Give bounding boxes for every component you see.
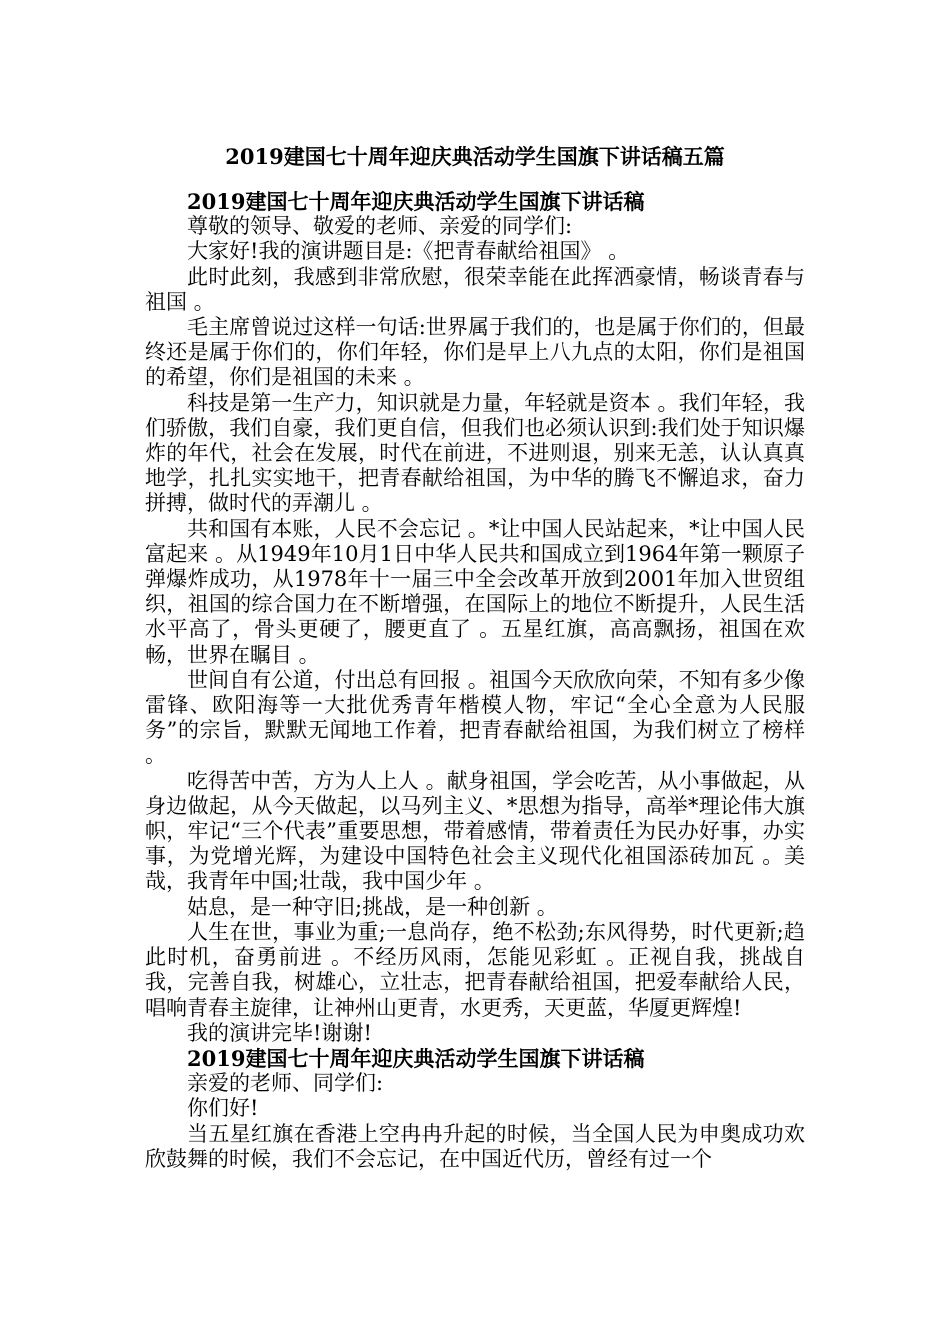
speech-1-paragraph: 此时此刻，我感到非常欣慰，很荣幸能在此挥洒豪情，畅谈青春与祖国 。 (145, 264, 805, 314)
speech-1-paragraph: 科技是第一生产力，知识就是力量，年轻就是资本 。我们年轻，我们骄傲，我们自豪，我们更自信，但我们也必须认识到:我们处于知识爆炸的年代，社会在发展，时代在前进，不进则退，别来无恙，认认真真地学，扎扎实实地干，把青春献给祖国，为中华的腾飞不懈追求，奋力拼搏，做时代的弄潮儿 。 (145, 390, 805, 516)
speech-2-salutation: 亲爱的老师、同学们: (187, 1071, 384, 1096)
speech-1-paragraph: 世间自有公道，付出总有回报 。祖国今天欣欣向荣，不知有多少像雷锋、欧阳海等一大批优秀青年楷模人物，牢记“全心全意为人民服务”的宗旨，默默无闻地工作着，把青春献给祖国，为我们树立了榜样 。 (145, 667, 805, 768)
document-title: 2019建国七十周年迎庆典活动学生国旗下讲话稿五篇 (225, 144, 725, 169)
speech-1-paragraph: 共和国有本账，人民不会忘记 。*让中国人民站起来，*让中国人民富起来 。从1949年10月1日中华人民共和国成立到1964年第一颗原子弹爆炸成功，从1978年十一届三中全会改革开放到2001年加入世贸组织，祖国的综合国力在不断增强，在国际上的地位不断提升，人民生活水平高了，骨头更硬了，腰更直了 。五星红旗，高高飘扬，祖国在欢畅，世界在瞩目 。 (145, 516, 805, 667)
speech-1-greeting: 大家好!我的演讲题目是:《把青春献给祖国》 。 (187, 239, 630, 264)
speech-1-paragraph: 姑息，是一种守旧;挑战，是一种创新 。 (187, 894, 558, 919)
speech-1-paragraph: 吃得苦中苦，方为人上人 。献身祖国，学会吃苦，从小事做起，从身边做起，从今天做起，以马列主义、*思想为指导，高举*理论伟大旗帜，牢记“三个代表”重要思想，带着感情，带着责任为民办好事，办实事，为党增光辉，为建设中国特色社会主义现代化祖国添砖加瓦 。美哉，我青年中国;壮哉，我中国少年 。 (145, 768, 805, 894)
speech-1-paragraph: 人生在世，事业为重;一息尚存，绝不松劲;东风得势，时代更新;趋此时机，奋勇前进 。不经历风雨，怎能见彩虹 。正视自我，挑战自我，完善自我，树雄心，立壮志，把青春献给祖国，把爱奉献给人民，唱响青春主旋律，让神州山更青，水更秀，天更蓝，华厦更辉煌! (145, 919, 805, 1020)
speech-1-salutation: 尊敬的领导、敬爱的老师、亲爱的同学们: (187, 214, 573, 239)
speech-1-paragraph: 毛主席曾说过这样一句话:世界属于我们的，也是属于你们的，但最终还是属于你们的，你们年轻，你们是早上八九点的太阳，你们是祖国的希望，你们是祖国的未来 。 (145, 315, 805, 390)
speech-1-closing: 我的演讲完毕!谢谢! (187, 1020, 372, 1045)
document-body (145, 189, 805, 1172)
speech-2-paragraph: 当五星红旗在香港上空冉冉升起的时候，当全国人民为申奥成功欢欣鼓舞的时候，我们不会忘记，在中国近代历，曾经有过一个 (145, 1121, 805, 1171)
speech-2-heading: 2019建国七十周年迎庆典活动学生国旗下讲话稿 (187, 1045, 645, 1071)
speech-1-heading: 2019建国七十周年迎庆典活动学生国旗下讲话稿 (187, 189, 645, 214)
speech-2-greeting: 你们好! (187, 1096, 259, 1121)
